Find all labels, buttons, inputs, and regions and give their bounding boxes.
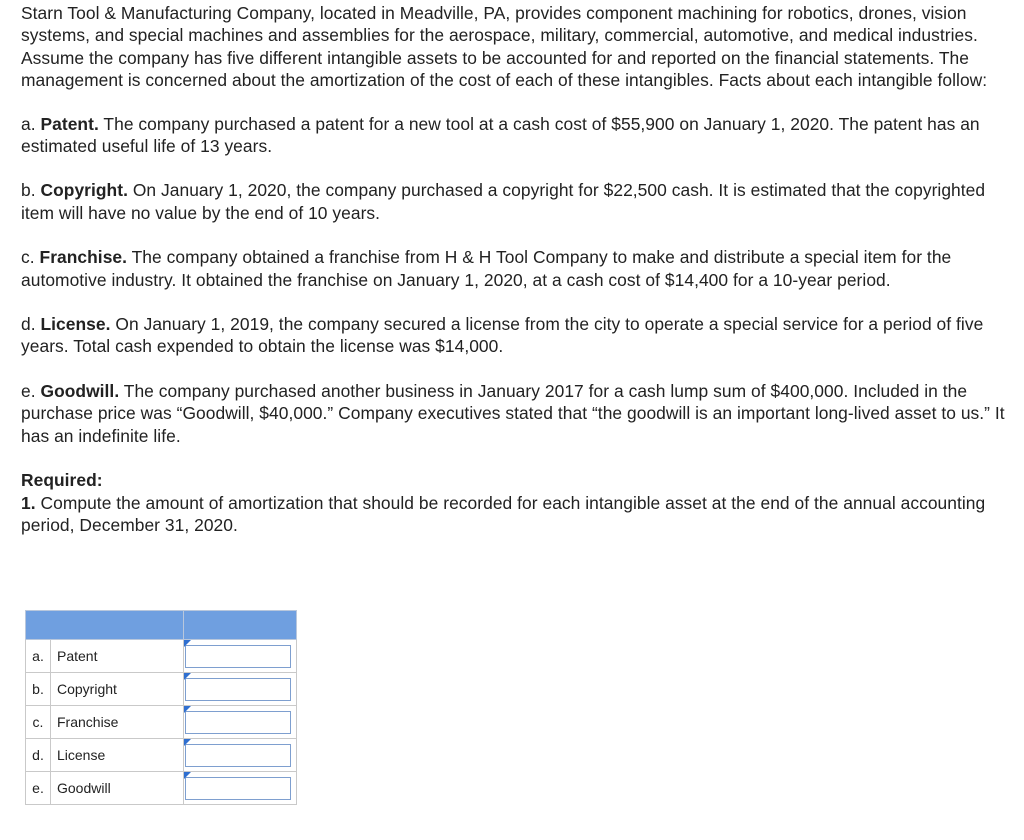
table-row [26,772,297,805]
table-row [26,640,297,673]
row-label: Copyright [51,673,184,706]
amount-cell [184,706,297,739]
item-letter: b. [21,180,36,201]
amount-cell [184,640,297,673]
required-label: Required: [21,470,103,491]
item-copyright [21,179,1008,224]
amortization-table [25,610,297,805]
row-label: Patent [51,640,184,673]
intro-paragraph: Starn Tool & Manufacturing Company, located in Meadville, PA, provides component machining for robotics, drones, vision systems, and special machines and assemblies for the aerospace, military, commercial, automotive, and medical industries. Assume the company has five different intangible assets to be accounted for and reported on the financial statements. The management is concerned about the amortization of the cost of each of these intangibles. Facts about each intangible follow: [21,3,988,91]
input-marker-icon [184,739,191,746]
item-letter: d. [21,314,36,335]
franchise-amortization-input[interactable] [185,711,291,734]
item-text: The company purchased another business in January 2017 for a cash lump sum of $400,000. Included in the purchase price was “Goodwill, $40,000.” Company executives stated that “the goodwill is an important long-lived asset to us.” It has an indefinite life. [21,380,1005,446]
input-marker-icon [184,640,191,647]
item-letter: c. [21,247,35,268]
row-label: Goodwill [51,772,184,805]
item-text: On January 1, 2019, the company secured a license from the city to operate a special service for a period of five years. Total cash expended to obtain the license was $14,000. [21,314,984,357]
item-title: Copyright. [40,180,128,201]
item-text: On January 1, 2020, the company purchased a copyright for $22,500 cash. It is estimated that the copyrighted item will have no value by the end of 10 years. [21,180,986,223]
item-title: Goodwill. [40,380,120,401]
item-letter: e. [21,380,36,401]
item-text: The company purchased a patent for a new tool at a cash cost of $55,900 on January 1, 2020. The patent has an estimated useful life of 13 years. [21,113,980,157]
patent-amortization-input[interactable] [185,645,291,668]
license-amortization-input[interactable] [185,744,291,767]
item-franchise [21,246,1008,291]
amount-cell [184,772,297,805]
table-header-label-cell [26,611,184,640]
row-letter: e. [26,772,51,805]
input-marker-icon [184,772,191,779]
item-title: Patent. [40,113,99,134]
required-text: Compute the amount of amortization that should be recorded for each intangible asset at the end of the annual accounting period, December 31, 2020. [21,492,986,535]
required-number: 1. [21,492,36,513]
item-letter: a. [21,113,36,134]
table-header-amount-cell [184,611,297,640]
item-text: The company obtained a franchise from H & H Tool Company to make and distribute a special item for the automotive industry. It obtained the franchise on January 1, 2020, at a cash cost of $14,400 for a 10-year period. [21,247,952,290]
row-label: License [51,739,184,772]
copyright-amortization-input[interactable] [185,678,291,701]
amount-cell [184,673,297,706]
table-row [26,706,297,739]
item-patent [21,113,1008,158]
row-letter: c. [26,706,51,739]
item-license [21,313,1008,358]
row-letter: a. [26,640,51,673]
required-question [21,492,1008,537]
input-marker-icon [184,673,191,680]
row-letter: d. [26,739,51,772]
item-goodwill [21,380,1008,447]
goodwill-amortization-input[interactable] [185,777,291,800]
item-title: Franchise. [39,247,128,268]
table-row [26,673,297,706]
table-row [26,739,297,772]
amount-cell [184,739,297,772]
item-title: License. [40,314,111,335]
row-letter: b. [26,673,51,706]
row-label: Franchise [51,706,184,739]
table-header-row [26,611,297,640]
input-marker-icon [184,706,191,713]
